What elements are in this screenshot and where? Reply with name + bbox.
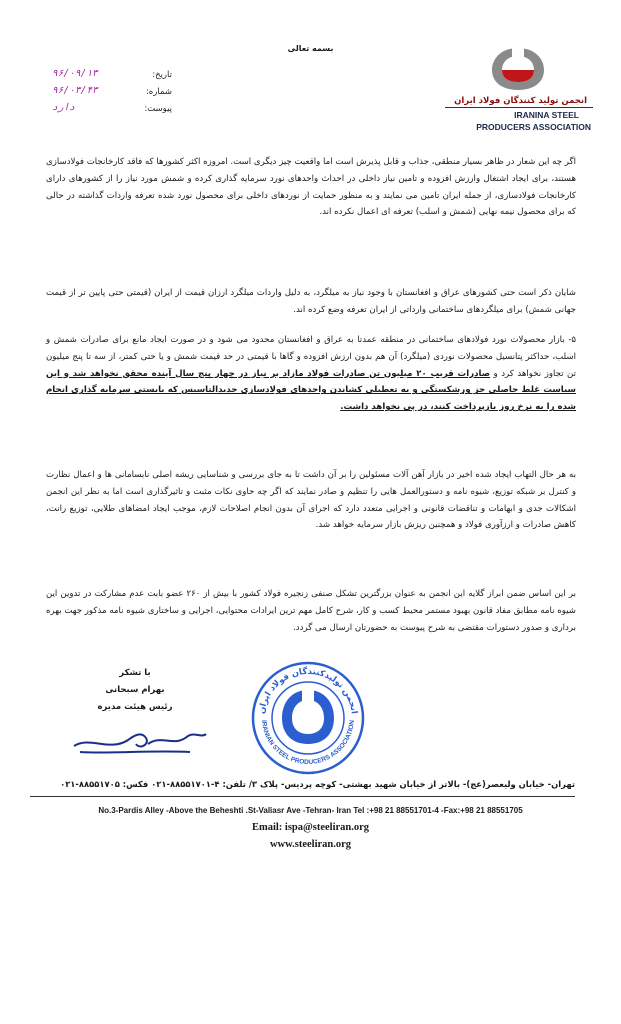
org-name-en-2: PRODUCERS ASSOCIATION (476, 122, 591, 132)
footer-address-fa: تهران- خیابان ولیعصر(عج)- بالاتر از خیابان شهید بهشتی- کوچه پردیس- پلاک ۳/ تلفن: ۴-۸۸۵۵۱۷۰۱-۰۲۱ فکس: ۸۸۵۵۱۷۰۵-۰۲۱ (60, 779, 575, 789)
official-stamp (250, 660, 366, 776)
body-paragraph-3-text: ۵- بازار محصولات نورد فولادهای ساختمانی در منطقه عمدتا به عراق و افغانستان محدود می شود و در صورت ایجاد مانع برای صادرات شمش و اسلب، حداکثر پتانسیل محصولات نوردی (میلگرد) آن هم بدون ارزش افزوده و گاها با قیمتی در حد قیمت شمش و یا حتی کمتر، از سه تا پنج میلیون تن تجاوز نخواهد کرد و (46, 335, 576, 379)
footer-address-en: No.3-Pardis Alley -Above the Beheshti .St-Valiasr Ave -Tehran- Iran Tel :+98 21 88551701-4 -Fax:+98 21 88551705 (98, 806, 523, 815)
handwritten-signature (70, 722, 210, 758)
body-paragraph-4: به هر حال التهاب ایجاد شده اخیر در بازار آهن آلات مسئولین را بر آن داشت تا به جای بررسی و شناسایی ریشه اصلی نابسامانی ها و اعمال نظارت و کنترل بر شبکه توزیع، شیوه نامه و دستورالعمل هایی را تنظیم و صادر نمایند که اگر چه حاوی نکات مثبت و تاثیرگذاری است اما به نظر این انجمن اشکالات جدی و ابهامات و تناقضات قانونی و اجرایی متعدد دارد که اجرای آن بدون انجام اصلاحات لازم، موجب ایجاد امضاهای طلایی، توزیع رانت، کاهش صادرات و ارزآوری فولاد و همچنین ریزش بازار سرمایه خواهد شد. (46, 470, 576, 531)
footer-divider (30, 796, 575, 797)
org-name-fa: انجمن تولید کنندگان فولاد ایران (454, 96, 587, 106)
number-value: ۹۶/۰۳/۴۳ (52, 85, 98, 96)
body-paragraph-3-emphasis: صادرات قریب ۲۰ میلیون تن صادرات فولاد مازاد بر نیاز در چهار پنج سال آینده محقق نخواهد شد و این سیاست غلط حاصلی جز ورشکستگی و به تعطیلی کشاندن واحدهای فولادسازی جدیدالتاسیس که بایستی سرمایه گذاری انجام شده را به نرخ روز بازپرداخت کنند، در پی نخواهد داشت. (46, 368, 576, 413)
footer-email[interactable]: Email: ispa@steeliran.org (251, 822, 370, 833)
number-label: شماره: (145, 87, 172, 97)
attachment-row (52, 104, 172, 121)
body-paragraph-3 (46, 332, 576, 416)
attachment-label: پیوست: (144, 104, 172, 114)
org-name-en-1: IRANINA STEEL (514, 110, 579, 120)
footer-website[interactable]: www.steeliran.org (269, 839, 352, 850)
steel-logo-icon (488, 44, 548, 92)
logo-divider (445, 107, 593, 108)
signer-title: رئیس هیئت مدیره (97, 702, 173, 712)
date-label: تاریخ: (152, 70, 172, 80)
closing-text: با تشکر (119, 668, 151, 678)
body-paragraph-5: بر این اساس ضمن ابراز گلایه این انجمن به عنوان بزرگترین تشکل صنفی زنجیره فولاد کشور با بیش از ۲۶۰ عضو بابت عدم مشارکت در تدوین این شیوه نامه مطابق مفاد قانون بهبود مستمر محیط کسب و کار، شرح کامل مهم ترین ایرادات محتوایی، اجرایی و ساختاری شیوه نامه مذکور جهت بهره برداری و صدور دستورات مقتضی به شرح پیوست به حضورتان ارسال می گردد. (46, 589, 576, 633)
bismillah-heading: بسمه تعالی (287, 44, 334, 53)
body-paragraph-2: شایان ذکر است حتی کشورهای عراق و افغانستان با وجود نیاز به میلگرد، به دلیل واردات میلگرد ارزان قیمت از ایران (قیمتی حتی پایین تر از قیمت جهانی شمش) برای میلگردهای ساختمانی وارداتی از ایران تعرفه وضع کرده اند. (46, 288, 576, 315)
attachment-value: دارد (52, 102, 75, 113)
body-paragraph-1: اگر چه این شعار در ظاهر بسیار منطقی، جذاب و قابل پذیرش است اما واقعیت چیز دیگری است. امروزه اکثر کشورها که فاقد کارخانجات فولادسازی هستند، برای ایجاد اشتغال وارزش افزوده و تامین نیاز داخلی در احداث واحدهای نورد سرمایه گذاری کرده و شمش مورد نیاز را از کشورهای دارای کارخانجات فولادسازی، از جمله ایران تامین می نمایند و به منظور حمایت از نوردهای داخلی برای محصول نورد شده تعرفه واردات گذاشته در حالی که برای محصول نیمه نهایی (شمش و اسلب) تعرفه ای اعمال نکرده اند. (46, 157, 576, 218)
signature-block (85, 665, 185, 716)
signer-name: بهرام سبحانی (105, 685, 165, 695)
stamp-text-en: IRANIAN STEEL PRODUCERS ASSOCIATION (260, 719, 356, 767)
stamp-text-fa: انجمن تولیدکنندگان فولاد ایران (257, 666, 359, 715)
date-value: ۹۶/۰۹/۱۳ (52, 68, 98, 79)
letter-meta (52, 70, 172, 121)
